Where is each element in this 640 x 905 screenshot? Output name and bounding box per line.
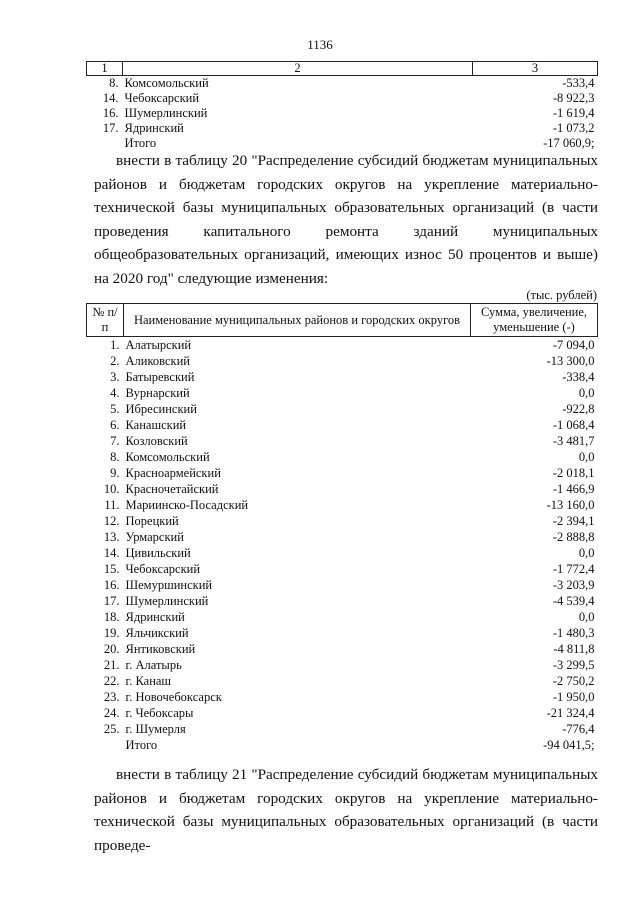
amount-value: 0,0 (578, 386, 595, 400)
amount-value: -3 203,9 (552, 578, 595, 592)
amount-value: -1 068,4 (552, 418, 595, 432)
table-row (87, 529, 598, 545)
row-number: 23. (103, 690, 120, 704)
district-name: Итого (124, 136, 157, 150)
district-name: Ядринский (124, 121, 184, 135)
table-row (87, 721, 598, 737)
amount-value: -776,4 (562, 722, 595, 736)
row-number: 4. (110, 386, 120, 400)
amount-value: -8 922,3 (552, 91, 595, 105)
subsidy-table-header (87, 304, 598, 337)
district-name: Шумерлинский (125, 594, 209, 608)
table-row (87, 481, 598, 497)
continued-table (86, 61, 598, 151)
continued-col-2-header: 2 (123, 62, 473, 76)
table-row (87, 625, 598, 641)
paragraph-table-21-intro (94, 763, 598, 857)
district-name: Чебоксарский (125, 562, 201, 576)
district-name: г. Шумерля (125, 722, 186, 736)
district-name: Алатырский (125, 338, 192, 352)
district-name: Аликовский (125, 354, 190, 368)
row-number: 10. (103, 482, 120, 496)
row-number: 15. (103, 562, 120, 576)
row-number: 24. (103, 706, 120, 720)
continued-table-header (87, 62, 598, 76)
amount-value: 0,0 (578, 450, 595, 464)
table-row (87, 641, 598, 657)
district-name: Мариинско-Посадский (125, 498, 249, 512)
district-name: Итого (125, 738, 158, 752)
amount-value: -4 811,8 (553, 642, 595, 656)
district-name: Красноармейский (125, 466, 221, 480)
table-row (87, 657, 598, 673)
district-name: Батыревский (125, 370, 195, 384)
table-row (87, 609, 598, 625)
district-name: Козловский (125, 434, 188, 448)
row-number: 9. (110, 466, 120, 480)
amount-value: -2 394,1 (552, 514, 595, 528)
district-name: Вурнарский (125, 386, 190, 400)
page-number: 1136 (307, 37, 333, 52)
district-name: г. Канаш (125, 674, 172, 688)
table-row (87, 577, 598, 593)
paragraph-text: внести в таблицу 20 "Распределение субсидий бюджетам муниципальных районов и бюджетам городских округов на укрепление материально-технической базы муниципальных образовательных организаций (в части проведения капитального ремонта зданий муниципальных общеобразовательных организаций, имеющих износ 50 процентов и выше) на 2020 год" следующие изменения: (94, 152, 598, 287)
amount-value: -1 950,0 (552, 690, 595, 704)
row-number: 19. (103, 626, 120, 640)
table-row (87, 705, 598, 721)
amount-value: -1 073,2 (552, 121, 595, 135)
amount-value: 0,0 (578, 546, 595, 560)
amount-value: -533,4 (562, 76, 595, 90)
table-row (87, 513, 598, 529)
table-row (87, 545, 598, 561)
district-name: Комсомольский (125, 450, 210, 464)
row-number: 25. (103, 722, 120, 736)
row-number: 8. (109, 76, 119, 90)
amount-value: -1 619,4 (552, 106, 595, 120)
row-number: 16. (103, 578, 120, 592)
subsidy-table (86, 303, 598, 753)
district-name: Ибресинский (125, 402, 197, 416)
row-number (87, 737, 124, 753)
district-name: г. Новочебоксарск (125, 690, 222, 704)
row-number: 22. (103, 674, 120, 688)
table-row (87, 353, 598, 369)
district-name: Канашский (125, 418, 187, 432)
col-name-header: Наименование муниципальных районов и городских округов (124, 304, 471, 337)
row-number: 18. (103, 610, 120, 624)
district-name: Яльчикский (125, 626, 189, 640)
amount-value: -13 160,0 (546, 498, 595, 512)
amount-value: -922,8 (562, 402, 595, 416)
table-row (87, 401, 598, 417)
table-row (87, 497, 598, 513)
amount-value: -3 481,7 (552, 434, 595, 448)
table-row (87, 433, 598, 449)
district-name: Шумерлинский (124, 106, 208, 120)
continued-col-3-header: 3 (473, 62, 598, 76)
row-number: 21. (103, 658, 120, 672)
district-name: Цивильский (125, 546, 191, 560)
table-row (87, 106, 598, 121)
amount-value: -338,4 (562, 370, 595, 384)
row-number: 12. (103, 514, 120, 528)
table-row (87, 593, 598, 609)
table-row (87, 369, 598, 385)
district-name: г. Алатырь (125, 658, 182, 672)
table-row (87, 385, 598, 401)
row-number: 14. (103, 546, 120, 560)
amount-value: 0,0 (578, 610, 595, 624)
amount-value: -1 480,3 (552, 626, 595, 640)
row-number: 6. (110, 418, 120, 432)
district-name: Комсомольский (124, 76, 209, 90)
table-row (87, 449, 598, 465)
amount-value: -2 888,8 (552, 530, 595, 544)
amount-value: -94 041,5; (543, 738, 595, 752)
row-number: 17. (103, 594, 120, 608)
unit-note: (тыс. рублей) (526, 288, 597, 302)
paragraph-table-20-intro (94, 149, 598, 290)
district-name: г. Чебоксары (125, 706, 194, 720)
row-number: 14. (102, 91, 119, 105)
amount-value: -2 750,2 (552, 674, 595, 688)
table-row (87, 121, 598, 136)
row-number: 11. (104, 498, 120, 512)
amount-value: -1 466,9 (552, 482, 595, 496)
table-row (87, 91, 598, 106)
row-number: 8. (110, 450, 120, 464)
table-row (87, 561, 598, 577)
row-number: 20. (103, 642, 120, 656)
table-row (87, 689, 598, 705)
table-row (87, 737, 598, 753)
paragraph-text: внести в таблицу 21 "Распределение субсидий бюджетам муниципальных районов и бюджетам городских округов на укрепление материально-технической базы муниципальных образовательных организаций (в части проведе- (94, 766, 598, 854)
continued-col-1-header: 1 (87, 62, 123, 76)
table-row (87, 417, 598, 433)
amount-value: -21 324,4 (546, 706, 595, 720)
district-name: Красночетайский (125, 482, 219, 496)
amount-value: -3 299,5 (552, 658, 595, 672)
table-row (87, 465, 598, 481)
row-number: 5. (110, 402, 120, 416)
amount-value: -1 772,4 (552, 562, 595, 576)
amount-value: -17 060,9; (543, 136, 595, 150)
district-name: Шемуршинский (125, 578, 213, 592)
district-name: Порецкий (125, 514, 179, 528)
amount-value: -2 018,1 (552, 466, 595, 480)
table-row (87, 673, 598, 689)
district-name: Ядринский (125, 610, 185, 624)
row-number: 3. (110, 370, 120, 384)
amount-value: -7 094,0 (552, 338, 595, 352)
table-row (87, 76, 598, 92)
row-number: 2. (110, 354, 120, 368)
col-number-header: № п/п (87, 304, 124, 337)
row-number: 13. (103, 530, 120, 544)
row-number: 7. (110, 434, 120, 448)
row-number: 1. (110, 338, 120, 352)
subsidy-table-body (87, 337, 598, 754)
district-name: Чебоксарский (124, 91, 200, 105)
amount-value: -13 300,0 (546, 354, 595, 368)
row-number: 16. (102, 106, 119, 120)
amount-value: -4 539,4 (552, 594, 595, 608)
table-row (87, 337, 598, 354)
col-value-header: Сумма, увеличение, уменьшение (-) (471, 304, 598, 337)
row-number: 17. (102, 121, 119, 135)
district-name: Янтиковский (125, 642, 196, 656)
continued-table-body (87, 76, 598, 152)
district-name: Урмарский (125, 530, 184, 544)
